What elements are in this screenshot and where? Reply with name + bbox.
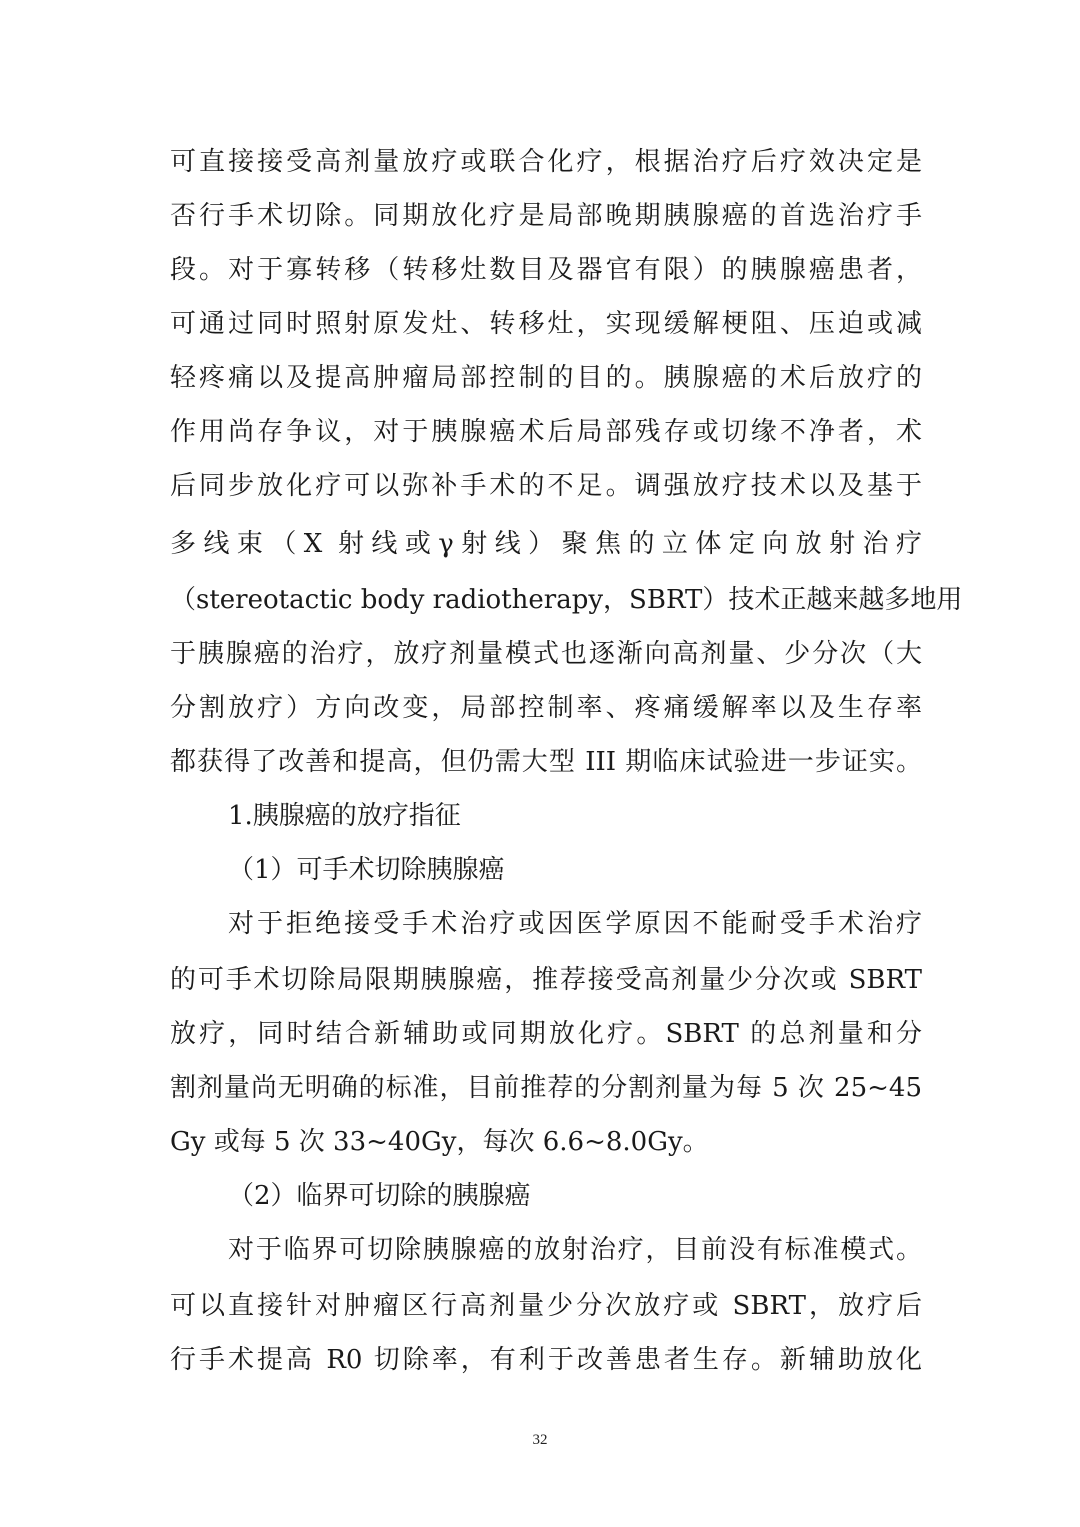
body-text-line: 段。对于寡转移（转移灶数目及器官有限）的胰腺癌患者， [170,255,922,285]
body-text-line: 都获得了改善和提高，但仍需大型 III 期临床试验进一步证实。 [170,747,922,777]
subsection-heading: （1）可手术切除胰腺癌 [228,855,505,885]
paragraph-first-line: 对于临界可切除胰腺癌的放射治疗，目前没有标准模式。 [228,1235,922,1265]
body-text-line: 多线束（X 射线或γ射线）聚焦的立体定向放射治疗 [170,529,922,559]
body-text-line: 割剂量尚无明确的标准，目前推荐的分割剂量为每 5 次 25~45 [170,1073,922,1103]
body-text-line: 轻疼痛以及提高肿瘤局部控制的目的。胰腺癌的术后放疗的 [170,363,922,393]
body-text-line: 可以直接针对肿瘤区行高剂量少分次放疗或 SBRT，放疗后 [170,1291,922,1321]
section-heading: 1.胰腺癌的放疗指征 [228,801,461,831]
subsection-heading: （2）临界可切除的胰腺癌 [228,1181,531,1211]
body-text-line: 放疗，同时结合新辅助或同期放化疗。SBRT 的总剂量和分 [170,1019,922,1049]
body-text-line: 可通过同时照射原发灶、转移灶，实现缓解梗阻、压迫或减 [170,309,922,339]
paragraph-last-line: Gy 或每 5 次 33~40Gy，每次 6.6~8.0Gy。 [170,1127,709,1157]
paragraph-first-line: 对于拒绝接受手术治疗或因医学原因不能耐受手术治疗 [228,909,922,939]
body-text-line: 可直接接受高剂量放疗或联合化疗，根据治疗后疗效决定是 [170,147,922,177]
body-text-line: 的可手术切除局限期胰腺癌，推荐接受高剂量少分次或 SBRT [170,965,922,995]
body-text-line: 于胰腺癌的治疗，放疗剂量模式也逐渐向高剂量、少分次（大 [170,639,922,669]
body-text-line: 后同步放化疗可以弥补手术的不足。调强放疗技术以及基于 [170,471,922,501]
body-text-line: 否行手术切除。同期放化疗是局部晚期胰腺癌的首选治疗手 [170,201,922,231]
page-number: 32 [532,1432,548,1448]
body-text-line: （stereotactic body radiotherapy，SBRT）技术正越来越多地用 [170,585,963,615]
body-text-line: 行手术提高 R0 切除率，有利于改善患者生存。新辅助放化 [170,1345,922,1375]
body-text-line: 分割放疗）方向改变，局部控制率、疼痛缓解率以及生存率 [170,693,922,723]
body-text-line: 作用尚存争议，对于胰腺癌术后局部残存或切缘不净者，术 [170,417,922,447]
